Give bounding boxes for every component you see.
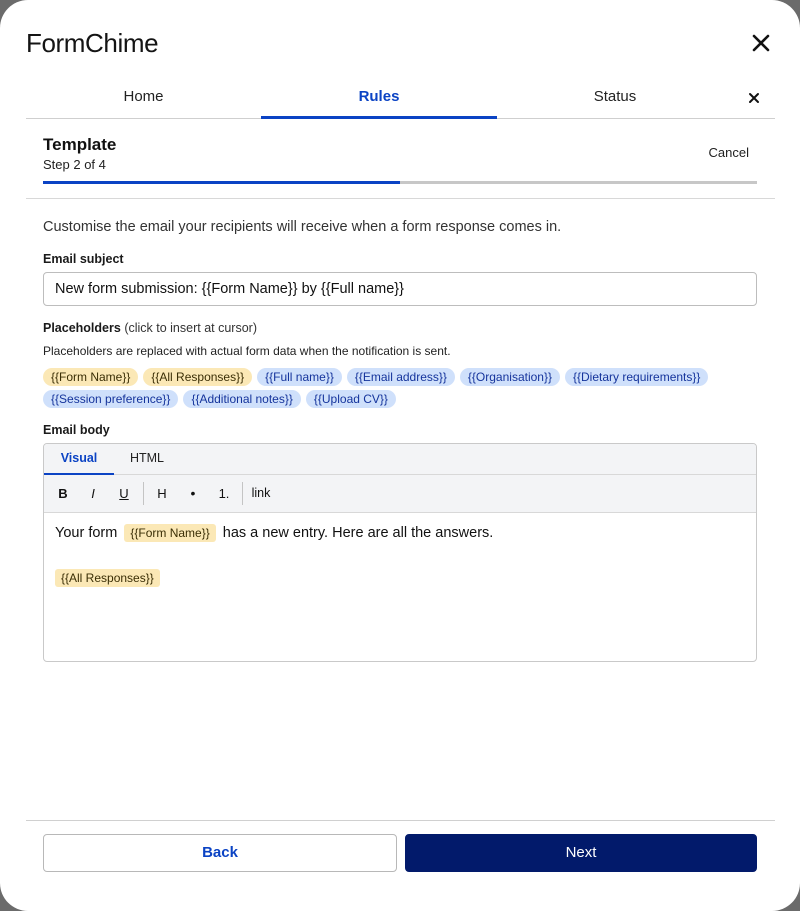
- cancel-button[interactable]: Cancel: [708, 145, 749, 160]
- email-subject-label: Email subject: [43, 252, 124, 266]
- email-body-content[interactable]: [55, 524, 745, 653]
- formatting-toolbar: [44, 475, 756, 513]
- placeholders-label: [43, 320, 257, 336]
- placeholder-chip-form-name[interactable]: {{Form Name}}: [43, 368, 138, 386]
- heading-button[interactable]: H: [157, 486, 167, 501]
- placeholder-chip-additional-notes[interactable]: {{Additional notes}}: [183, 390, 300, 408]
- inline-placeholder-form-name: {{Form Name}}: [124, 524, 215, 542]
- step-progress-fill: [43, 181, 400, 184]
- step-header: [43, 134, 757, 186]
- bullet-list-button[interactable]: •: [190, 485, 196, 501]
- tab-rules[interactable]: Rules: [261, 78, 497, 118]
- inline-placeholder-all-responses: {{All Responses}}: [55, 569, 160, 587]
- placeholder-chip-dietary-requirements[interactable]: {{Dietary requirements}}: [565, 368, 708, 386]
- body-line: [55, 524, 745, 542]
- main-tabs: [26, 78, 775, 119]
- app-title: FormChime: [26, 28, 159, 58]
- email-subject-input[interactable]: [43, 272, 757, 306]
- underline-button[interactable]: U: [119, 486, 129, 501]
- placeholder-chip-session-preference[interactable]: {{Session preference}}: [43, 390, 178, 408]
- app-header: [26, 26, 780, 60]
- next-button[interactable]: Next: [405, 834, 757, 872]
- placeholders-help: Placeholders are replaced with actual form data when the notification is sent.: [43, 344, 451, 358]
- footer-divider: [26, 820, 775, 821]
- tab-visual[interactable]: Visual: [44, 444, 114, 474]
- placeholder-chip-all-responses[interactable]: {{All Responses}}: [143, 368, 252, 386]
- bold-button[interactable]: B: [58, 486, 68, 501]
- italic-button[interactable]: I: [91, 486, 95, 501]
- placeholder-chip-email-address[interactable]: {{Email address}}: [347, 368, 455, 386]
- placeholder-chips: [43, 368, 763, 412]
- numbered-list-button[interactable]: 1.: [218, 486, 230, 501]
- tab-html[interactable]: HTML: [129, 451, 165, 465]
- toolbar-separator: [143, 482, 144, 505]
- intro-text: Customise the email your recipients will receive when a form response comes in.: [43, 219, 562, 235]
- step-counter: Step 2 of 4: [43, 157, 106, 172]
- back-button[interactable]: Back: [43, 834, 397, 872]
- editor-mode-tabs: [44, 444, 756, 475]
- body-text: has a new entry. Here are all the answers.: [222, 525, 494, 541]
- placeholders-hint: (click to insert at cursor): [124, 321, 257, 335]
- link-button[interactable]: link: [251, 486, 271, 500]
- placeholder-chip-organisation[interactable]: {{Organisation}}: [460, 368, 560, 386]
- toolbar-separator: [242, 482, 243, 505]
- email-body-label: Email body: [43, 423, 110, 437]
- body-line: [55, 569, 745, 587]
- step-title: Template: [43, 135, 117, 154]
- close-icon[interactable]: [747, 91, 761, 105]
- tab-home[interactable]: Home: [123, 88, 164, 105]
- close-icon[interactable]: [748, 30, 774, 56]
- placeholder-chip-upload-cv[interactable]: {{Upload CV}}: [306, 390, 396, 408]
- placeholders-title: Placeholders: [43, 321, 121, 335]
- step-progress-bar: [43, 181, 757, 184]
- tab-status[interactable]: Status: [593, 88, 637, 105]
- body-text: Your form: [55, 525, 118, 541]
- placeholder-chip-full-name[interactable]: {{Full name}}: [257, 368, 342, 386]
- email-body-editor: [43, 443, 757, 662]
- divider: [26, 198, 775, 199]
